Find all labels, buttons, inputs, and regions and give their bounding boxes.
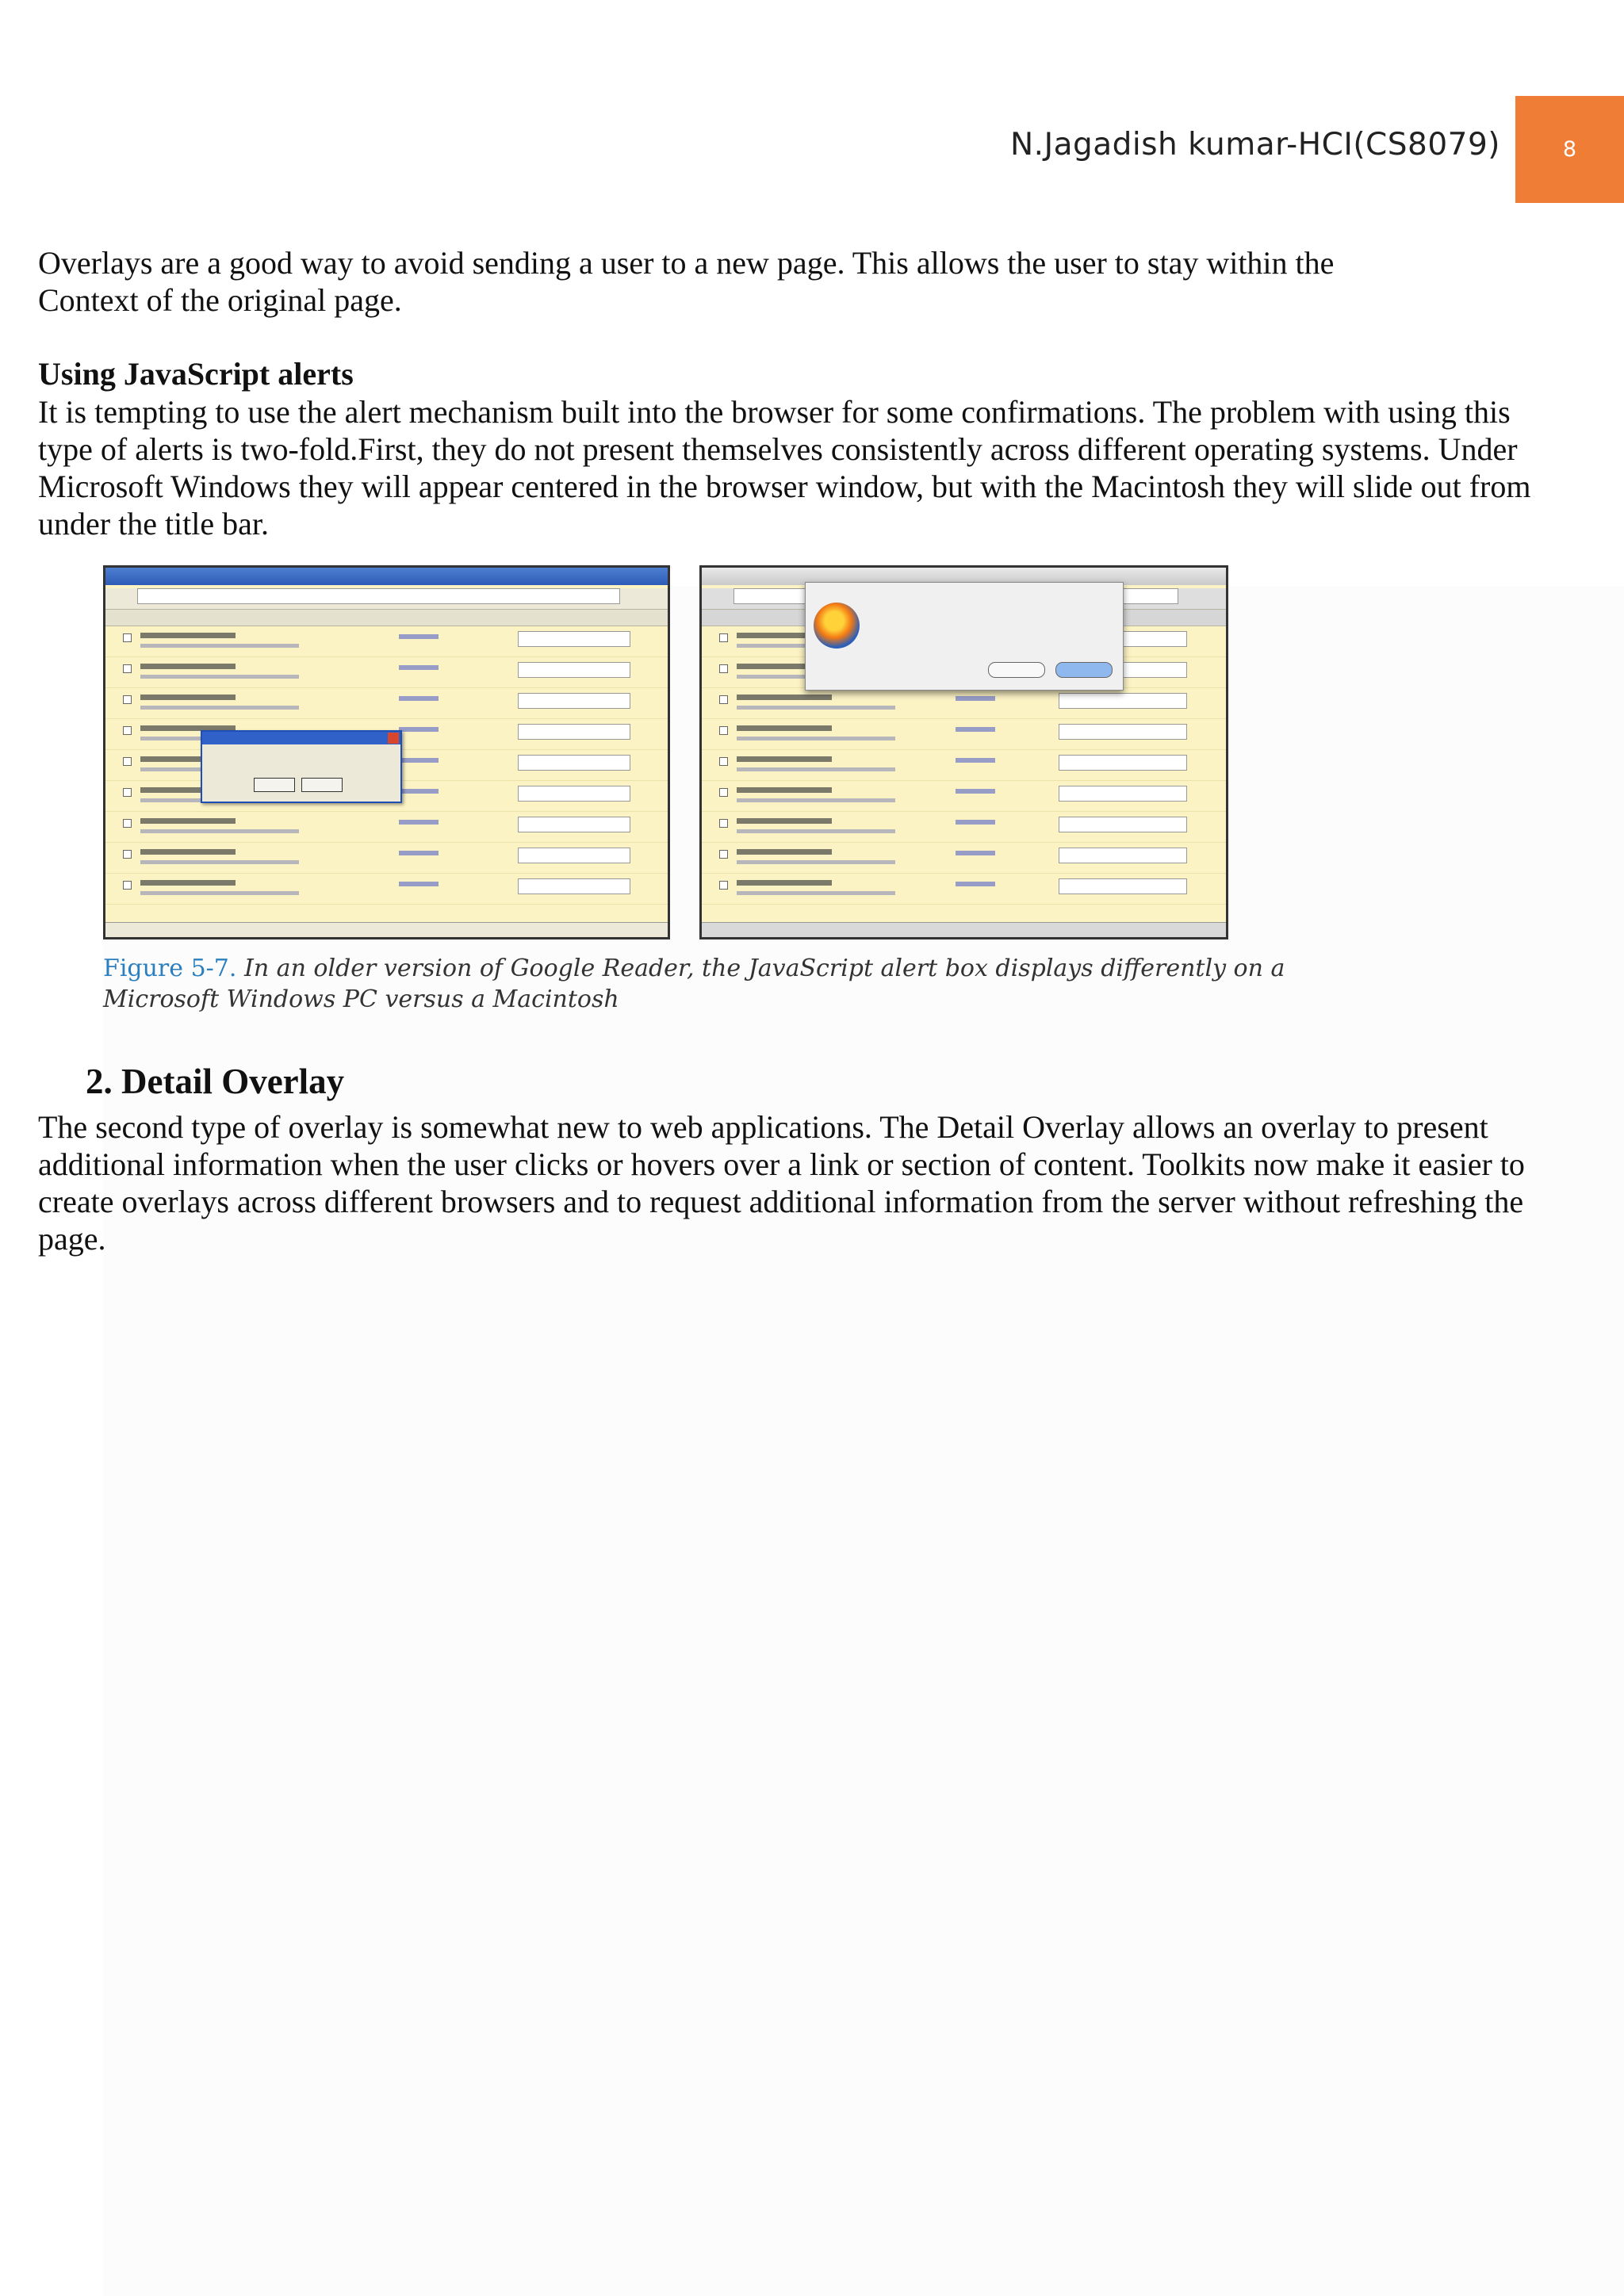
feed-row [702, 719, 1226, 750]
windows-alert-dialog [201, 730, 402, 803]
feed-row [105, 657, 668, 688]
status-bar [702, 922, 1226, 937]
feed-row [105, 874, 668, 905]
feed-row [105, 626, 668, 657]
figure-caption-line-2: Microsoft Windows PC versus a Macintosh [103, 985, 619, 1013]
alerts-heading: Using JavaScript alerts [38, 356, 354, 392]
page-number-badge: 8 [1515, 96, 1624, 203]
intro-line-1: Overlays are a good way to avoid sending a user to a new page. This allows the user to stay within the [38, 245, 1335, 281]
feed-row [702, 688, 1226, 719]
alerts-line-2: type of alerts is two-fold.First, they do not present themselves consistently across different operating systems. Under [38, 431, 1518, 467]
alerts-line-4: under the title bar. [38, 506, 270, 541]
mac-alert-sheet [805, 582, 1124, 691]
feed-row [702, 874, 1226, 905]
feed-row [702, 781, 1226, 812]
figure-caption [103, 953, 1293, 1015]
page-header: N.Jagadish kumar-HCI(CS8079) [1010, 127, 1500, 163]
intro-line-2: Context of the original page. [38, 282, 402, 318]
feed-row [702, 812, 1226, 843]
alerts-line-3: Microsoft Windows they will appear centered in the browser window, but with the Macintosh they will slide out from [38, 469, 1531, 504]
detail-line-2: additional information when the user clicks or hovers over a link or section of content. Toolkits now make it easier to [38, 1146, 1525, 1182]
detail-line-4: page. [38, 1221, 106, 1257]
figure-caption-line-1: In an older version of Google Reader, the JavaScript alert box displays differently on a [243, 955, 1285, 982]
feed-row [105, 688, 668, 719]
close-icon [388, 733, 399, 744]
feed-row [105, 812, 668, 843]
feed-row [702, 843, 1226, 874]
status-bar [105, 922, 668, 937]
alerts-line-1: It is tempting to use the alert mechanism built into the browser for some confirmations. The problem with using this [38, 394, 1511, 430]
figure-label: Figure 5-7. [103, 955, 237, 982]
browser-toolbar-secondary [105, 610, 668, 626]
mac-screenshot-image [699, 565, 1228, 939]
detail-line-3: create overlays across different browsers and to request additional information from the server without refreshing the [38, 1184, 1524, 1219]
feed-row [702, 750, 1226, 781]
browser-toolbar [105, 588, 668, 610]
window-titlebar [105, 568, 668, 585]
detail-overlay-heading: 2. Detail Overlay [86, 1062, 345, 1101]
detail-line-1: The second type of overlay is somewhat new to web applications. The Detail Overlay allows an overlay to present [38, 1109, 1488, 1145]
feed-row [105, 843, 668, 874]
windows-screenshot-image [103, 565, 670, 939]
firefox-logo-icon [814, 603, 860, 649]
